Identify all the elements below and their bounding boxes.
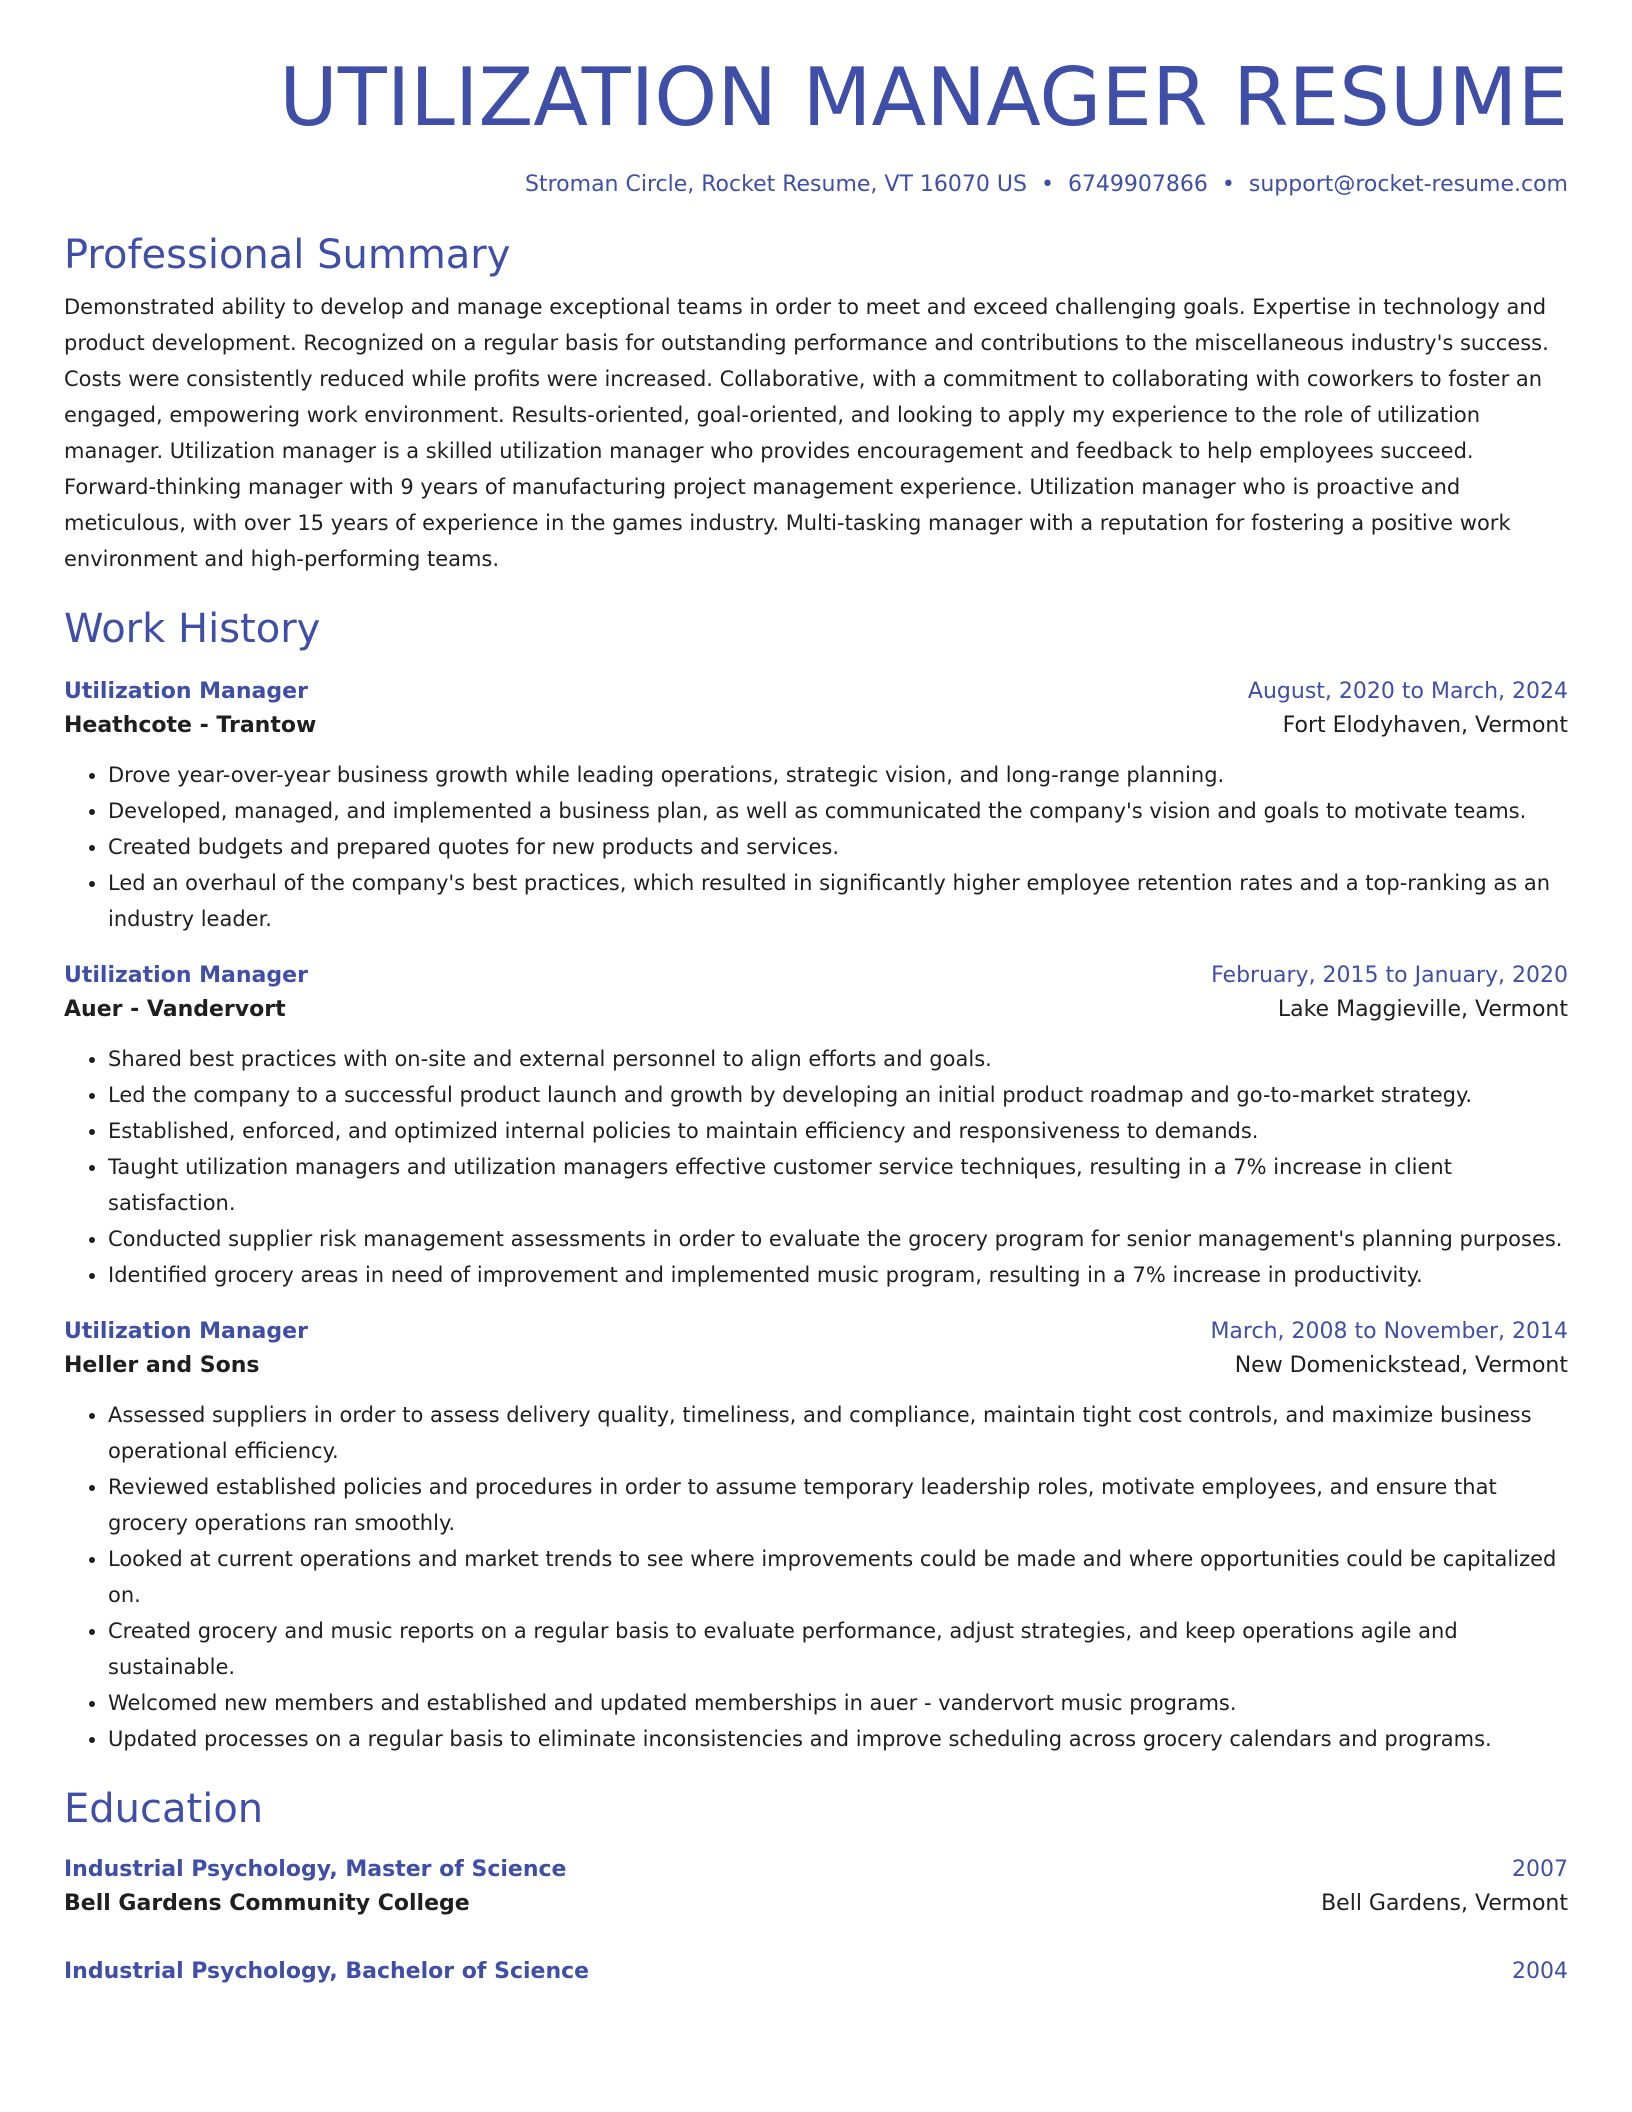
job-title: Utilization Manager: [64, 963, 308, 988]
bullet-item: • Taught utilization managers and utilization managers effective customer service techniques, resulting in a 7% increase in client satisfaction.: [108, 1149, 1568, 1221]
job-bullets: [64, 757, 1568, 937]
job-company: Heller and Sons: [64, 1353, 260, 1378]
bullet-item: • Developed, managed, and implemented a business plan, as well as communicated the company's vision and goals to motivate teams.: [108, 793, 1568, 829]
bullet-item: • Looked at current operations and market trends to see where improvements could be made and where opportunities could be capitalized on.: [108, 1541, 1568, 1613]
resume-title: UTILIZATION MANAGER RESUME: [279, 51, 1568, 144]
job-dates: March, 2008 to November, 2014: [1210, 1319, 1568, 1344]
summary-text: Demonstrated ability to develop and manage exceptional teams in order to meet and exceed challenging goals. Expertise in technology and product development. Recognized on a regular basis for outstanding performance and contributions to the miscellaneous industry's success. Costs were consistently reduced while profits were increased. Collaborative, with a commitment to collaborating with coworkers to foster an engaged, empowering work environment. Results-oriented, goal-oriented, and looking to apply my experience to the role of utilization manager. Utilization manager is a skilled utilization manager who provides encouragement and feedback to help employees succeed. Forward-thinking manager with 9 years of manufacturing project management experience. Utilization manager who is proactive and meticulous, with over 15 years of experience in the games industry. Multi-tasking manager with a reputation for fostering a positive work environment and high-performing teams.: [64, 295, 1549, 571]
bullet-item: • Updated processes on a regular basis to eliminate inconsistencies and improve scheduling across grocery calendars and programs.: [108, 1721, 1568, 1757]
job-dates: February, 2015 to January, 2020: [1211, 963, 1568, 988]
bullet-item: • Assessed suppliers in order to assess delivery quality, timeliness, and compliance, maintain tight cost controls, and maximize business operational efficiency.: [108, 1397, 1568, 1469]
bullet-item: • Led an overhaul of the company's best practices, which resulted in significantly higher employee retention rates and a top-ranking as an industry leader.: [108, 865, 1568, 937]
job-company: Auer - Vandervort: [64, 997, 286, 1022]
bullet-item: • Led the company to a successful product launch and growth by developing an initial product roadmap and go-to-market strategy.: [108, 1077, 1568, 1113]
education-year: 2004: [1512, 1959, 1568, 1984]
job-company-row: [64, 1349, 1568, 1383]
job-location: New Domenickstead, Vermont: [1234, 1353, 1568, 1378]
job-title: Utilization Manager: [64, 679, 308, 704]
bullet-item: • Created budgets and prepared quotes for new products and services.: [108, 829, 1568, 865]
education-header: [64, 1955, 1568, 1989]
job-bullets: [64, 1397, 1568, 1757]
job-header: [64, 675, 1568, 709]
phone: 6749907866: [1067, 172, 1208, 197]
address: Stroman Circle, Rocket Resume, VT 16070 US: [525, 172, 1027, 197]
section-title-education: Education: [64, 1786, 264, 1832]
job-location: Fort Elodyhaven, Vermont: [1282, 713, 1568, 738]
bullet-item: • Shared best practices with on-site and external personnel to align efforts and goals.: [108, 1041, 1568, 1077]
education-entry: [64, 1955, 1568, 1989]
job-title: Utilization Manager: [64, 1319, 308, 1344]
education-entry: [64, 1853, 1568, 1921]
section-title-summary: Professional Summary: [64, 232, 511, 278]
education-header: [64, 1853, 1568, 1887]
job-company: Heathcote - Trantow: [64, 713, 317, 738]
bullet-item: • Created grocery and music reports on a regular basis to evaluate performance, adjust strategies, and keep operations agile and sustainable.: [108, 1613, 1568, 1685]
bullet-item: • Welcomed new members and established and updated memberships in auer - vandervort music programs.: [108, 1685, 1568, 1721]
education-school: Bell Gardens Community College: [64, 1891, 470, 1916]
contact-line: [64, 172, 1568, 197]
job-company-row: [64, 709, 1568, 743]
job-bullets: [64, 1041, 1568, 1293]
education-location: Bell Gardens, Vermont: [1321, 1891, 1568, 1916]
education-year: 2007: [1512, 1857, 1568, 1882]
job-header: [64, 959, 1568, 993]
job-dates: August, 2020 to March, 2024: [1247, 679, 1568, 704]
job-company-row: [64, 993, 1568, 1027]
bullet-item: • Conducted supplier risk management assessments in order to evaluate the grocery program for senior management's planning purposes.: [108, 1221, 1568, 1257]
education-degree: Industrial Psychology, Bachelor of Science: [64, 1959, 590, 1984]
job-location: Lake Maggieville, Vermont: [1277, 997, 1568, 1022]
job-entry: [64, 675, 1568, 937]
education-degree: Industrial Psychology, Master of Science: [64, 1857, 567, 1882]
bullet-item: • Drove year-over-year business growth while leading operations, strategic vision, and long-range planning.: [108, 757, 1568, 793]
separator-dot: •: [1040, 172, 1054, 197]
bullet-item: • Established, enforced, and optimized internal policies to maintain efficiency and responsiveness to demands.: [108, 1113, 1568, 1149]
education-school-row: [64, 1887, 1568, 1921]
bullet-item: • Identified grocery areas in need of improvement and implemented music program, resulting in a 7% increase in productivity.: [108, 1257, 1568, 1293]
bullet-item: • Reviewed established policies and procedures in order to assume temporary leadership roles, motivate employees, and ensure that grocery operations ran smoothly.: [108, 1469, 1568, 1541]
job-header: [64, 1315, 1568, 1349]
separator-dot: •: [1221, 172, 1235, 197]
job-entry: [64, 1315, 1568, 1757]
email: support@rocket-resume.com: [1248, 172, 1568, 197]
section-title-work-history: Work History: [64, 606, 321, 652]
job-entry: [64, 959, 1568, 1293]
